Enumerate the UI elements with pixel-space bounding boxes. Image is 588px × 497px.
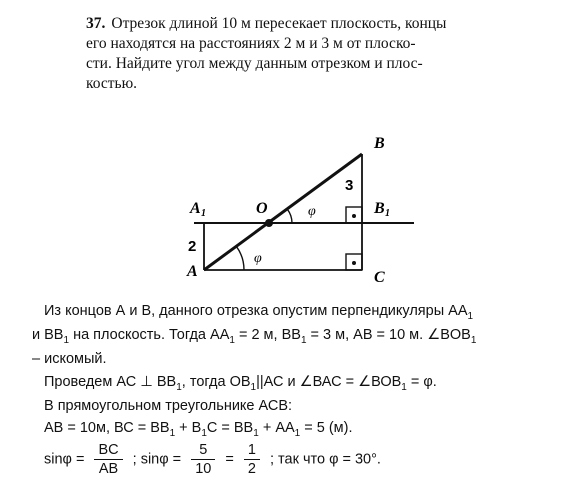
figure-svg	[188, 126, 418, 286]
sine-formula	[44, 442, 381, 477]
problem-line-4: костью.	[86, 75, 138, 92]
problem-statement	[86, 14, 566, 94]
label-o: O	[256, 200, 268, 217]
angle-arc-top	[288, 209, 293, 223]
label-a1: A	[190, 200, 201, 217]
formula-sin-2: ; sinφ =	[132, 451, 182, 468]
solution-text	[32, 302, 572, 443]
fraction-1-2: $\frac{1}{2}$	[244, 442, 260, 477]
fraction-bc-ab: $\frac{BC}{AB}$	[94, 442, 122, 477]
solution-line-1: Из концов А и В, данного отрезка опустим перпендикуляры $АА_1$	[44, 303, 474, 322]
geometry-figure	[188, 126, 418, 286]
label-length-3: 3	[345, 177, 354, 194]
problem-line-1	[86, 14, 566, 34]
label-phi-top: φ	[308, 204, 316, 219]
label-b1: B	[374, 200, 385, 217]
label-length-2: 2	[188, 238, 197, 255]
problem-text: Отрезок длиной 10 м пересекает плоскость, концы	[111, 15, 447, 32]
label-a1-sub: 1	[201, 208, 206, 219]
formula-sin-1: sinφ =	[44, 451, 85, 468]
solution-line-6: АВ = 10м, ВС = $ВВ_1 + В_1С = ВВ_1 + АА_1 = 5$ (м).	[44, 419, 353, 439]
right-angle-dot-b1	[352, 214, 356, 218]
right-angle-dot-c	[352, 261, 356, 265]
label-c: C	[374, 269, 385, 286]
label-phi-bottom: φ	[254, 251, 262, 266]
problem-number: 37.	[86, 15, 106, 32]
solution-line-3: – искомый.	[32, 350, 107, 367]
label-b: B	[374, 135, 385, 152]
fraction-5-10: $\frac{5}{10}$	[191, 442, 215, 477]
segment-ab	[204, 154, 362, 270]
label-b1-sub: 1	[385, 208, 390, 219]
formula-tail: ; так что φ = 30°.	[269, 451, 381, 468]
formula-equals: =	[225, 451, 234, 468]
angle-arc-bottom	[236, 246, 244, 270]
solution-line-4: Проведем АС ⊥ $ВВ_1$, тогда $ОВ_1||АС$ и ∠ВАС = $\angle ВОВ_1 = \varphi$.	[44, 373, 437, 393]
problem-line-3: сти. Найдите угол между данным отрезком и плос-	[86, 55, 423, 72]
point-o	[265, 219, 273, 227]
solution-line-2: и $ВВ_1$ на плоскость. Тогда $АА_1 = 2$ м, $ВВ_1 = 3$ м, АВ = 10 м. $\angle BOB_1$	[32, 326, 477, 346]
solution-line-5: В прямоугольном треугольнике АСВ:	[44, 397, 293, 414]
problem-line-2: его находятся на расстояниях 2 м и 3 м от плоско-	[86, 35, 416, 52]
label-a: A	[187, 263, 198, 280]
